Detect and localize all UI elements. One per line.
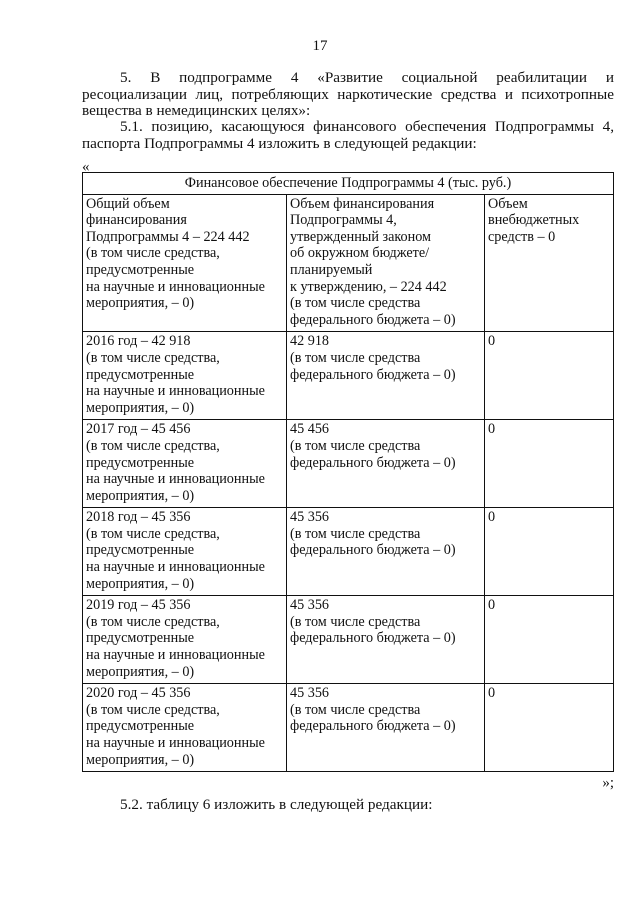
row-2020-total: 2020 год – 45 356 (в том числе средства, предусмотренные на научные и инновационные мероприятия, – 0) [83,684,287,772]
table-row [83,684,614,772]
row-2020-budget: 45 356 (в том числе средства федерального бюджета – 0) [287,684,485,772]
page-number: 17 [312,38,328,54]
opening-quote: « [82,159,90,175]
closing-quote: »; [602,775,614,791]
row-2019-budget: 45 356 (в том числе средства федерального бюджета – 0) [287,596,485,684]
row-2017-total: 2017 год – 45 456 (в том числе средства, предусмотренные на научные и инновационные мероприятия, – 0) [83,420,287,508]
table-row [83,596,614,684]
row-2018-total: 2018 год – 45 356 (в том числе средства, предусмотренные на научные и инновационные мероприятия, – 0) [83,508,287,596]
row-2016-extrabudgetary: 0 [485,332,614,420]
row-2016-budget: 42 918 (в том числе средства федерального бюджета – 0) [287,332,485,420]
row-2017-budget: 45 456 (в том числе средства федерального бюджета – 0) [287,420,485,508]
paragraph-5: 5. В подпрограмме 4 «Развитие социальной реабилитации и ресоциализации лиц, потребляющих наркотические средства и психотропные вещества в немедицинских целях»: [82,69,614,119]
header-total-financing: Общий объем финансирования Подпрограммы 4 – 224 442 (в том числе средства, предусмотренные на научные и инновационные мероприятия, – 0) [83,194,287,332]
row-2016-total: 2016 год – 42 918 (в том числе средства, предусмотренные на научные и инновационные мероприятия, – 0) [83,332,287,420]
row-2019-total: 2019 год – 45 356 (в том числе средства, предусмотренные на научные и инновационные мероприятия, – 0) [83,596,287,684]
financing-table [82,172,614,772]
row-2017-extrabudgetary: 0 [485,420,614,508]
table-title: Финансовое обеспечение Подпрограммы 4 (тыс. руб.) [83,173,614,195]
table-row [83,332,614,420]
header-extrabudgetary: Объем внебюджетных средств – 0 [485,194,614,332]
paragraph-5-1: 5.1. позицию, касающуюся финансового обеспечения Подпрограммы 4, паспорта Подпрограммы 4 изложить в следующей редакции: [82,118,614,152]
table-row [83,420,614,508]
row-2018-extrabudgetary: 0 [485,508,614,596]
table-header-row [83,194,614,332]
row-2018-budget: 45 356 (в том числе средства федерального бюджета – 0) [287,508,485,596]
row-2020-extrabudgetary: 0 [485,684,614,772]
header-budget-financing: Объем финансирования Подпрограммы 4, утвержденный законом об окружном бюджете/ планируемый к утверждению, – 224 442 (в том числе средства федерального бюджета – 0) [287,194,485,332]
paragraph-5-2: 5.2. таблицу 6 изложить в следующей редакции: [120,796,433,813]
table-row [83,508,614,596]
row-2019-extrabudgetary: 0 [485,596,614,684]
